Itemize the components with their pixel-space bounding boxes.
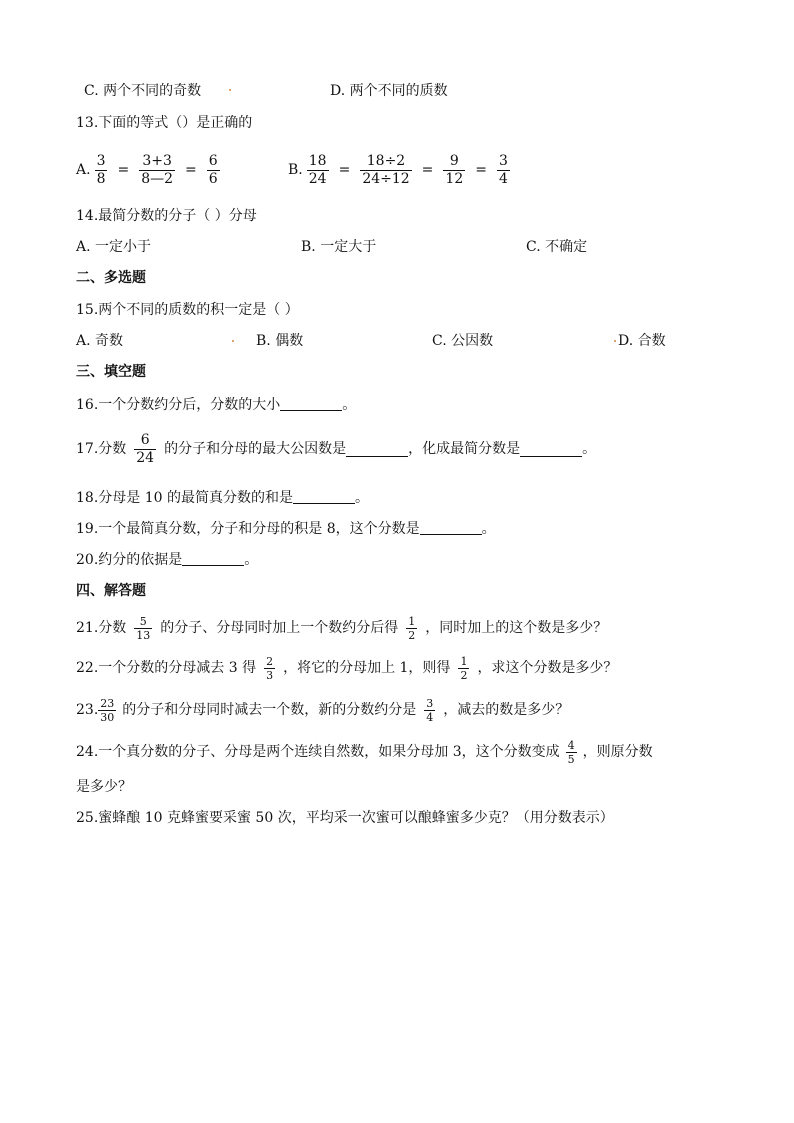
q19-text: 19.一个最简真分数，分子和分母的积是 8，这个分数是 [76,521,420,537]
q15-stem: 15.两个不同的质数的积一定是（ ） [76,302,299,318]
q22 [76,649,617,687]
q13-a-fraction-2: $\frac{3+3}{8—2}$ [141,152,174,187]
q17-fraction: $\frac{6}{24}$ [136,431,155,466]
q20-punct: 。 [244,552,259,568]
q22-text-after: ，求这个分数是多少？ [477,660,618,676]
q14-option-a[interactable]: A. 一定小于 [76,239,152,255]
q22-fraction-1: $\frac{2}{3}$ [266,654,274,682]
q21-fraction-1: $\frac{5}{13}$ [136,614,151,642]
q13-b-fraction-4: $\frac{3}{4}$ [498,152,508,187]
decorative-dot [229,89,231,91]
q15-option-d[interactable]: D. 合数 [618,333,666,349]
q18 [76,488,369,508]
equals-sign: = [185,162,197,178]
q20-text: 20.约分的依据是 [76,552,183,568]
q18-text: 18.分母是 10 的最简真分数的和是 [76,490,293,506]
q17-text-mid: 的分子和分母的最大公因数是 [164,441,347,457]
q23-fraction-1: $\frac{23}{30}$ [100,696,115,724]
q24-line-1 [76,733,653,771]
q12-option-d[interactable]: D. 两个不同的质数 [330,83,448,99]
q13-a-fraction-1: $\frac{3}{8}$ [96,152,106,187]
q17 [76,427,596,471]
section-heading-word-problems: 四、解答题 [76,583,146,599]
q13-a-label: A. [76,162,91,178]
q21-text: 21.分数 [76,620,127,636]
q16-answer-blank[interactable] [280,396,342,411]
q14-option-c[interactable]: C. 不确定 [526,239,588,255]
q25: 25.蜜蜂酿 10 克蜂蜜要采蜜 50 次，平均采一次蜜可以酿蜂蜜多少克？（用分数表示） [76,810,614,826]
q24-fraction: $\frac{4}{5}$ [567,738,575,766]
q15-option-b[interactable]: B. 偶数 [256,333,304,349]
q13-a-fraction-3: $\frac{6}{6}$ [208,152,218,187]
q17-text: 17.分数 [76,441,127,457]
q23-text: 23. [76,702,99,718]
equals-sign: = [421,162,434,178]
q23-text-mid: 的分子和分母同时减去一个数，新的分数约分是 [122,702,417,718]
q21-text-after: ，同时加上的这个数是多少？ [425,620,608,636]
q22-fraction-2: $\frac{1}{2}$ [460,654,468,682]
q17-answer-blank-2[interactable] [520,442,582,457]
q20-answer-blank[interactable] [182,551,244,566]
decorative-dot [232,340,234,342]
section-heading-multiple-choice: 二、多选题 [76,270,146,286]
q24-text: 24.一个真分数的分子、分母是两个连续自然数，如果分母加 3，这个分数变成 [76,744,560,760]
q15-option-c[interactable]: C. 公因数 [432,333,494,349]
q16-text: 16.一个分数约分后，分数的大小 [76,397,281,413]
q23-text-after: ，减去的数是多少？ [443,702,570,718]
q13-b-fraction-3: $\frac{9}{12}$ [445,152,464,187]
q18-answer-blank[interactable] [293,489,355,504]
q13-b-fraction-1: $\frac{18}{24}$ [308,152,327,187]
q24-text-after: ，则原分数 [582,744,653,760]
q22-text: 22.一个分数的分母减去 3 得 [76,660,257,676]
q21-text-mid: 的分子、分母同时加上一个数约分后得 [160,620,399,636]
q15-option-a[interactable]: A. 奇数 [76,333,124,349]
equals-sign: = [117,162,130,178]
q13-b-label: B. [288,162,303,178]
equals-sign: = [475,162,487,178]
q22-text-mid: ，将它的分母加上 1，则得 [283,660,451,676]
q13-option-a[interactable] [76,150,224,190]
q12-option-c[interactable]: C. 两个不同的奇数 [84,83,202,99]
q19-punct: 。 [481,521,496,537]
q16-punct: 。 [342,397,357,413]
q14-option-b[interactable]: B. 一定大于 [301,239,377,255]
decorative-dot [614,340,616,342]
q19 [76,519,496,539]
q13-option-b[interactable] [288,150,514,190]
q16 [76,395,356,415]
q17-punct: 。 [582,441,597,457]
q21 [76,609,607,647]
q19-answer-blank[interactable] [420,520,482,535]
q24-line-2: 是多少？ [76,779,132,795]
q23-fraction-2: $\frac{3}{4}$ [426,696,434,724]
q14-stem: 14.最简分数的分子（ ）分母 [76,208,257,224]
equals-sign: = [338,162,351,178]
q17-answer-blank-1[interactable] [346,442,408,457]
q23 [76,691,569,729]
section-heading-fill-in: 三、填空题 [76,364,146,380]
q17-text-mid2: ，化成最简分数是 [408,441,521,457]
q20 [76,550,258,570]
q13-b-fraction-2: $\frac{18\div 2}{24\div 12}$ [362,152,410,187]
q13-stem: 13.下面的等式（）是正确的 [76,115,253,131]
q18-punct: 。 [354,490,369,506]
q21-fraction-2: $\frac{1}{2}$ [408,614,416,642]
